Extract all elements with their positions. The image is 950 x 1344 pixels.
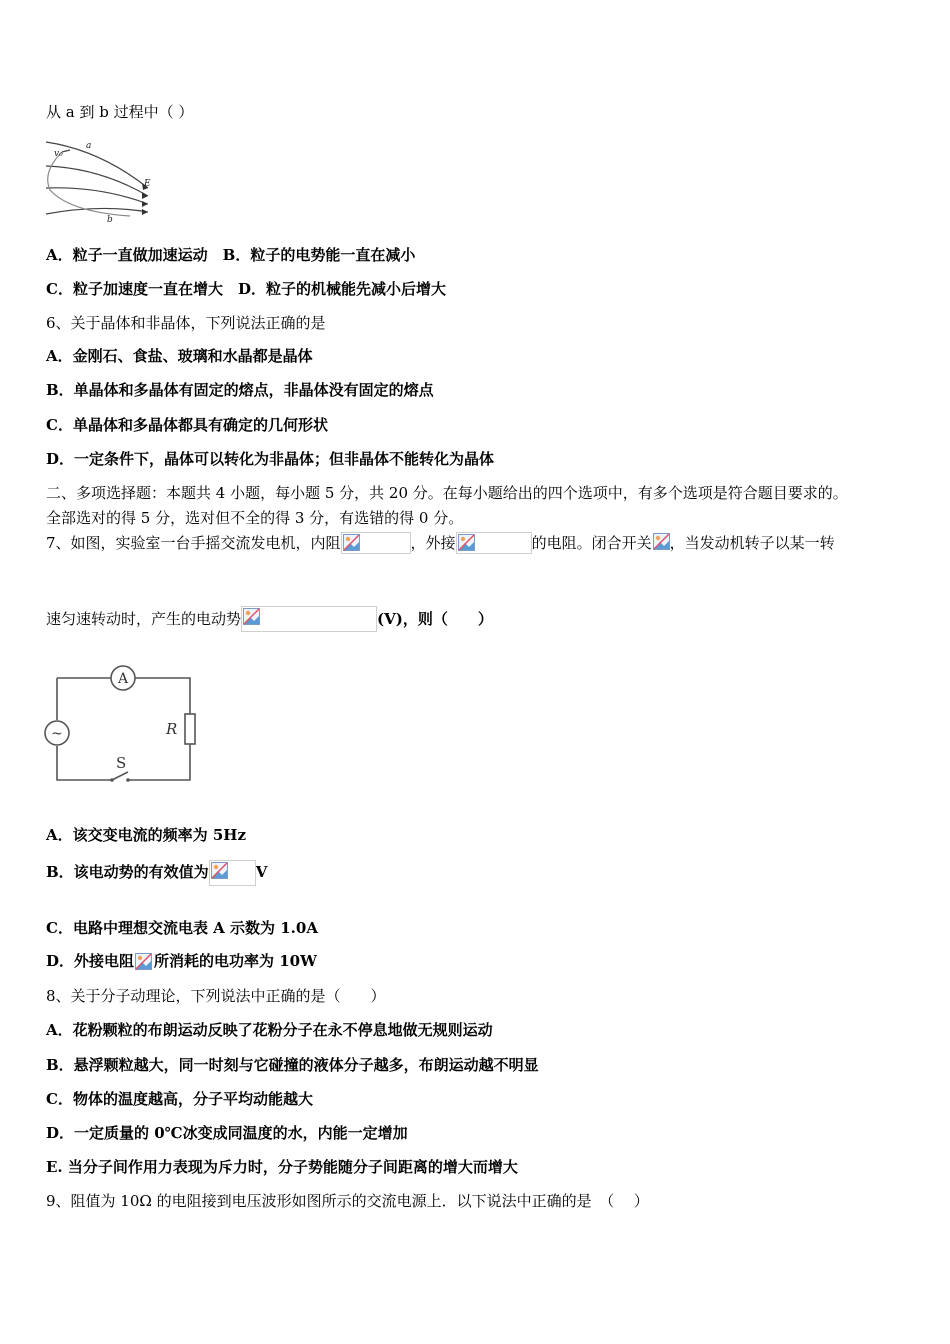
label-v0: v₀ — [54, 149, 63, 159]
switch-contact-right — [126, 778, 130, 782]
broken-image-icon — [343, 534, 360, 551]
q7-text-2: ，外接 — [410, 534, 456, 552]
external-resistance-formula-image — [456, 532, 532, 554]
switch-blade — [112, 772, 128, 780]
label-b: b — [107, 215, 113, 224]
switch-label: S — [116, 754, 127, 772]
switch-symbol-image — [652, 532, 670, 554]
q7-option-b-text: B．该电动势的有效值为 — [46, 863, 209, 881]
q8-stem: 8、关于分子动理论，下列说法中正确的是（ ） — [46, 987, 386, 1005]
ammeter-label: A — [118, 671, 129, 687]
particle-trajectory — [48, 152, 130, 216]
ac-source-symbol: ~ — [51, 726, 63, 742]
q7-option-a: A．该交变电流的频率为 5Hz — [46, 826, 246, 844]
q5-options-ab: A．粒子一直做加速运动 B．粒子的电势能一直在减小 — [46, 246, 416, 264]
label-E: E — [144, 179, 151, 189]
electric-field-figure — [40, 136, 160, 224]
q5-stem: 从 a 到 b 过程中（ ） — [46, 103, 194, 121]
emf-formula-image — [241, 606, 377, 632]
arrowhead-3 — [142, 201, 148, 207]
q8-option-a: A．花粉颗粒的布朗运动反映了花粉分子在永不停息地做无规则运动 — [46, 1021, 493, 1039]
circuit-diagram — [40, 664, 200, 786]
section2-instructions-line2: 全部选对的得 5 分，选对但不全的得 3 分，有选错的得 0 分。 — [46, 509, 464, 527]
q7-text-4: ，当发动机转子以某一转 — [669, 534, 835, 552]
resistor-label: R — [166, 720, 178, 738]
wire-bottom-left — [57, 746, 112, 780]
q7-text-6: (V)，则（ ） — [377, 610, 493, 628]
q8-option-e: E. 当分子间作用力表现为斥力时，分子势能随分子间距离的增大而增大 — [46, 1158, 518, 1176]
resistor-symbol-image — [134, 952, 154, 972]
q7-option-c: C．电路中理想交流电表 A 示数为 1.0A — [46, 919, 318, 937]
internal-resistance-formula-image — [341, 532, 411, 554]
q8-option-b: B．悬浮颗粒越大，同一时刻与它碰撞的液体分子越多，布朗运动越不明显 — [46, 1056, 539, 1074]
section2-instructions-line1: 二、多项选择题：本题共 4 小题，每小题 5 分，共 20 分。在每小题给出的四个选项中，有多个选项是符合题目要求的。 — [46, 484, 848, 502]
q6-option-d: D．一定条件下，晶体可以转化为非晶体；但非晶体不能转化为晶体 — [46, 450, 495, 468]
effective-emf-formula-image — [209, 860, 256, 886]
resistor — [185, 714, 195, 744]
arrowhead-2 — [142, 192, 148, 199]
q7-text-3: 的电阻。闭合开关 — [531, 534, 652, 552]
broken-image-icon — [653, 533, 670, 550]
wire-right-bottom — [128, 744, 190, 780]
q6-stem: 6、关于晶体和非晶体，下列说法正确的是 — [46, 314, 326, 332]
q9-stem: 9、阻值为 10Ω 的电阻接到电压波形如图所示的交流电源上．以下说法中正确的是 （ ） — [46, 1192, 649, 1210]
q7-stem-line2 — [46, 606, 493, 632]
q7-text-1: 7、如图，实验室一台手摇交流发电机，内阻 — [46, 534, 341, 552]
q7-option-b — [46, 858, 267, 886]
q8-option-d: D．一定质量的 0℃冰变成同温度的水，内能一定增加 — [46, 1124, 408, 1142]
broken-image-icon — [135, 953, 152, 970]
arrowhead-4 — [142, 209, 148, 215]
q7-option-d — [46, 950, 317, 972]
q6-option-a: A．金刚石、食盐、玻璃和水晶都是晶体 — [46, 347, 313, 365]
wire-top-right — [135, 678, 190, 714]
q7-option-d-rest: 所消耗的电功率为 10W — [154, 952, 317, 970]
q7-text-5: 速匀速转动时，产生的电动势 — [46, 610, 242, 628]
q7-option-d-text: D．外接电阻 — [46, 952, 135, 970]
broken-image-icon — [243, 608, 260, 625]
broken-image-icon — [211, 862, 228, 879]
q7-option-b-unit: V — [255, 863, 268, 881]
broken-image-icon — [458, 534, 475, 551]
q8-option-c: C．物体的温度越高，分子平均动能越大 — [46, 1090, 313, 1108]
q5-options-cd: C．粒子加速度一直在增大 D．粒子的机械能先减小后增大 — [46, 280, 446, 298]
q6-option-c: C．单晶体和多晶体都具有确定的几何形状 — [46, 416, 328, 434]
field-line-3 — [46, 188, 148, 204]
field-line-2 — [46, 166, 148, 196]
q6-option-b: B．单晶体和多晶体有固定的熔点，非晶体没有固定的熔点 — [46, 381, 434, 399]
switch-contact-left — [110, 778, 114, 782]
field-line-4 — [46, 208, 148, 214]
velocity-arrow — [62, 150, 70, 152]
q7-stem-line1 — [46, 532, 835, 554]
label-a: a — [86, 141, 92, 151]
